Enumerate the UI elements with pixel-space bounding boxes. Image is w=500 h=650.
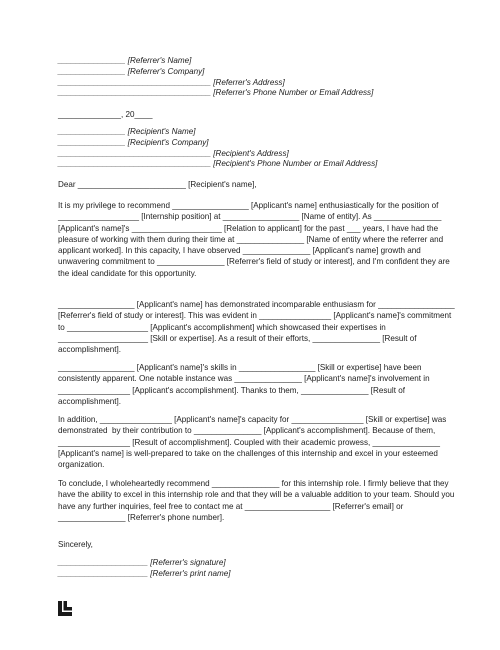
signature-line[interactable]: ____________________ [Referrer's signature]	[58, 558, 226, 567]
closing[interactable]: Sincerely,	[58, 540, 93, 549]
recipient-address-line[interactable]: __________________________________ [Recipient's Address]	[58, 148, 289, 158]
paragraph-4-text[interactable]: In addition, ________________ [Applicant's name]'s capacity for ________________ [Skill or expertise] was demonstrated by their contribution to _______________ [Applicant's accomplishment]. Because of them, ________________ [Result of accomplishment]. Coupled with their academic prowess, _______________ [Applicant's name] is well-prepared to take on the challenges of this internship and excel in your esteemed organization.	[58, 415, 449, 470]
date-block	[58, 110, 458, 121]
referrer-company-line[interactable]: _______________ [Referrer's Company]	[58, 66, 205, 76]
paragraph-1-text[interactable]: It is my privilege to recommend _________________ [Applicant's name] enthusiastically for the position of __________________ [Internship position] at _________________ [Name of entity]. As _______________ [Applicant's name]'s ____________________ [Relation to applicant] for the past ___ years, I have had the pleasure of working with them during their time at _______________ [Name of entity where the referrer and applicant worked]. In this capacity, I have observed _______________ [Applicant's name] growth and unwavering commitment to _______________ [Referrer's field of study or interest], and I'm confident they are the ideal candidate for this opportunity.	[58, 201, 453, 278]
signature-block	[58, 558, 458, 580]
recipient-block	[58, 127, 458, 170]
paragraph-2	[58, 299, 458, 355]
print-name-line[interactable]: ____________________ [Referrer's print name]	[58, 568, 231, 578]
closing-block	[58, 540, 458, 551]
paragraph-5-text[interactable]: To conclude, I wholeheartedly recommend _______________ for this internship role. I firmly believe that they have the ability to excel in this internship role and that they will be a valuable addition to your team. Should you have any further inquiries, feel free to contact me at ___________________ [Referrer's email] or _______________ [Referrer's phone number].	[58, 479, 457, 522]
recipient-company-line[interactable]: _______________ [Recipient's Company]	[58, 137, 209, 147]
paragraph-2-text[interactable]: _________________ [Applicant's name] has demonstrated incomparable enthusiasm for _________________ [Referrer's field of study or interest]. This was evident in ________________ [Applicant's name]'s commitment to __________________ [Applicant's accomplishment] which showcased their expertises in ____________________ [Skill or expertise]. As a result of their efforts, _______________ [Result of accomplishment].	[58, 300, 457, 355]
referrer-name-line[interactable]: _______________ [Referrer's Name]	[58, 56, 192, 65]
paragraph-1	[58, 200, 458, 279]
referrer-contact-line[interactable]: __________________________________ [Referrer's Phone Number or Email Address]	[58, 88, 374, 98]
paragraph-4	[58, 414, 458, 470]
legal-templates-logo-icon	[58, 601, 72, 616]
recipient-contact-line[interactable]: __________________________________ [Recipient's Phone Number or Email Address]	[58, 159, 378, 169]
paragraph-3-text[interactable]: _________________ [Applicant's name]'s skills in _________________ [Skill or expertise] have been consistently apparent. One notable instance was _______________ [Applicant's name]'s involvement in ________________ [Applicant's accomplishment]. Thanks to them, _______________ [Result of accomplishment].	[58, 363, 432, 406]
paragraph-3	[58, 362, 458, 407]
referrer-address-line[interactable]: __________________________________ [Referrer's Address]	[58, 77, 285, 87]
recipient-name-line[interactable]: _______________ [Recipient's Name]	[58, 127, 196, 136]
paragraph-5	[58, 478, 458, 523]
date-line[interactable]: ______________, 20____	[58, 110, 153, 119]
referrer-block	[58, 56, 458, 99]
salutation[interactable]: Dear ________________________ [Recipient's name],	[58, 180, 257, 189]
salutation-block	[58, 180, 458, 191]
